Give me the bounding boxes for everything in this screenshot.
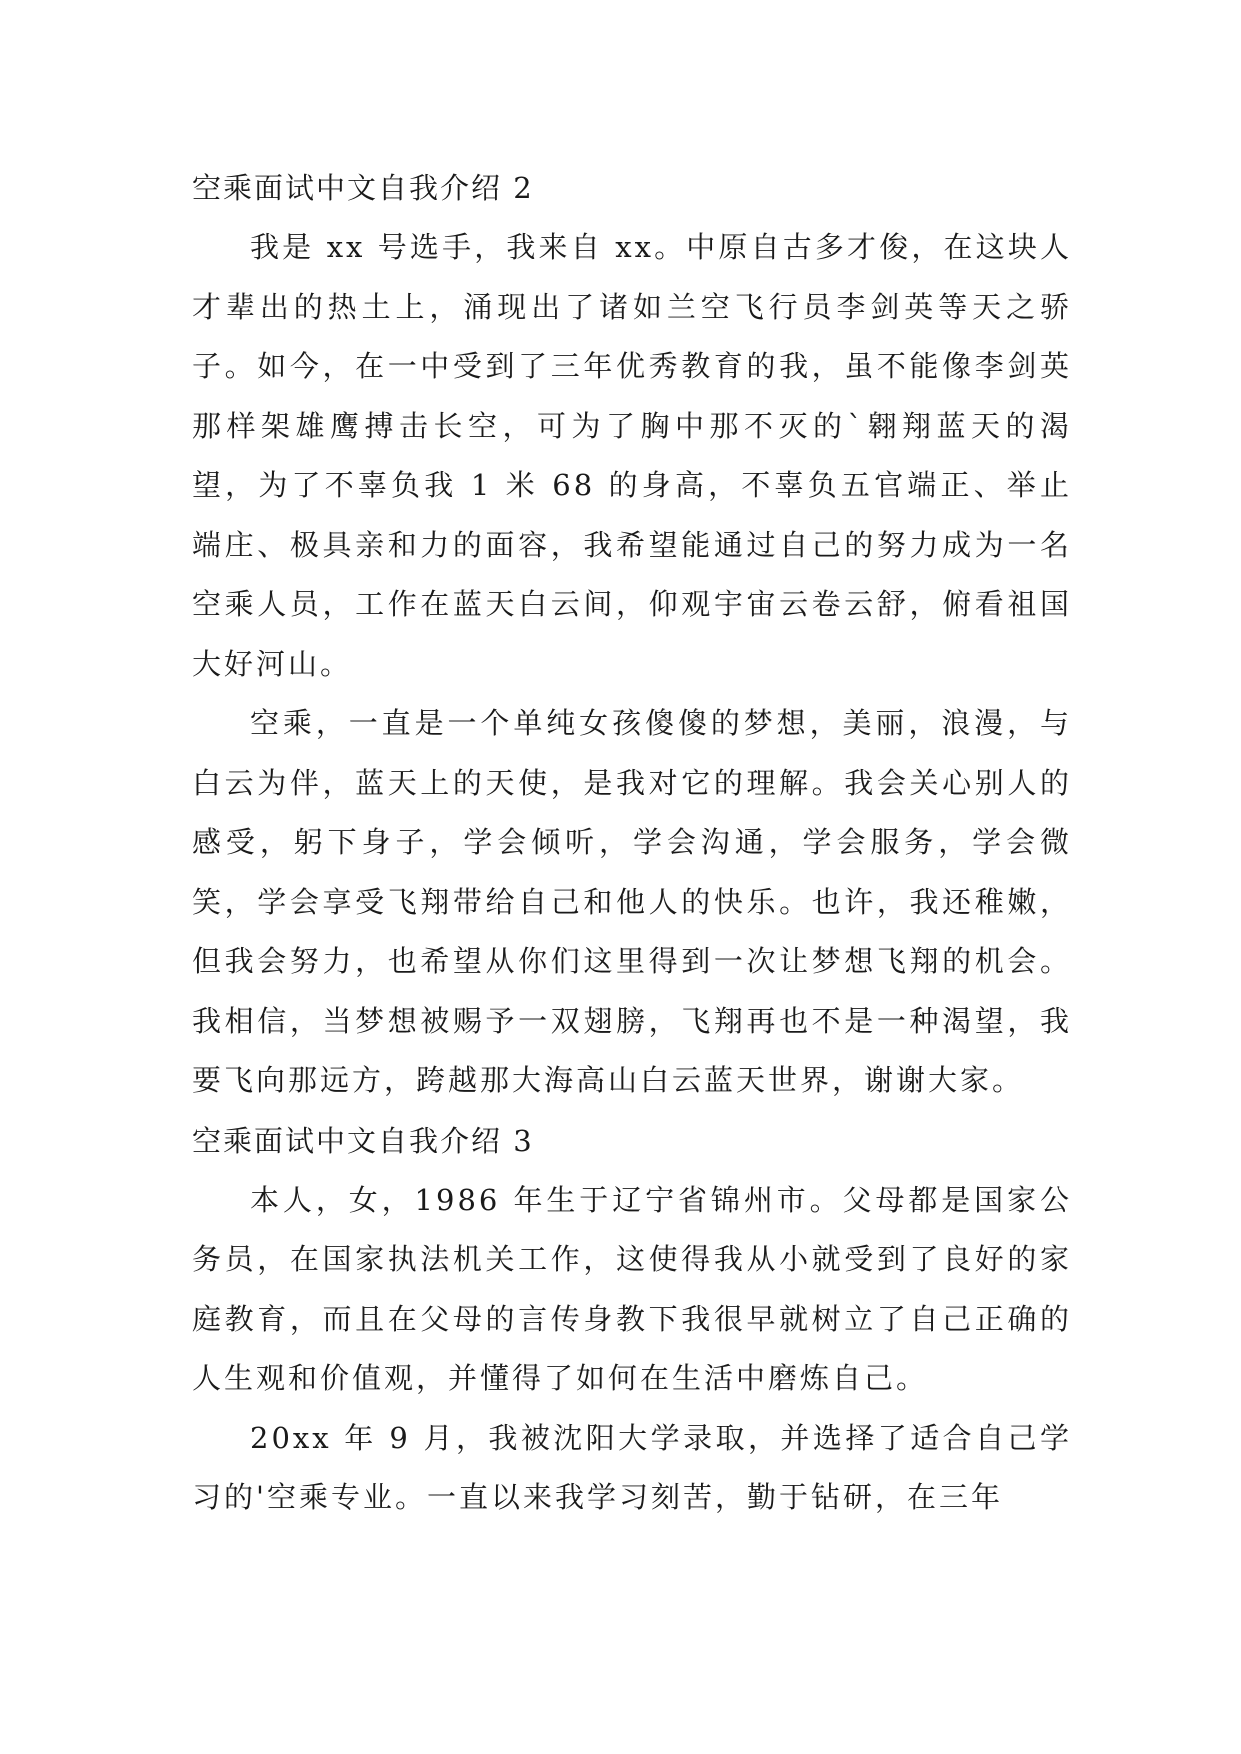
- paragraph: 空乘，一直是一个单纯女孩傻傻的梦想，美丽，浪漫，与白云为伴，蓝天上的天使，是我对它的理解。我会关心别人的感受，躬下身子，学会倾听，学会沟通，学会服务，学会微笑，学会享受飞翔带给自己和他人的快乐。也许，我还稚嫩，但我会努力，也希望从你们这里得到一次让梦想飞翔的机会。我相信，当梦想被赐予一双翅膀，飞翔再也不是一种渴望，我要飞向那远方，跨越那大海高山白云蓝天世界，谢谢大家。: [192, 706, 1072, 1097]
- section-heading: 空乘面试中文自我介绍 3: [192, 1123, 534, 1158]
- paragraph: 我是 xx 号选手，我来自 xx。中原自古多才俊，在这块人才辈出的热土上，涌现出了诸如兰空飞行员李剑英等天之骄子。如今，在一中受到了三年优秀教育的我，虽不能像李剑英那样架雄鹰搏击长空，可为了胸中那不灭的`翱翔蓝天的渴望，为了不辜负我 1 米 68 的身高，不辜负五官端正、举止端庄、极具亲和力的面容，我希望能通过自己的努力成为一名空乘人员，工作在蓝天白云间，仰观宇宙云卷云舒，俯看祖国大好河山。: [192, 230, 1072, 681]
- paragraph: 20xx 年 9 月，我被沈阳大学录取，并选择了适合自己学习的'空乘专业。一直以来我学习刻苦，勤于钻研，在三年: [192, 1420, 1072, 1514]
- section-intro-3: [192, 1111, 1072, 1528]
- document-body: [192, 158, 1072, 1528]
- paragraph: 本人，女，1986 年生于辽宁省锦州市。父母都是国家公务员，在国家执法机关工作，这使得我从小就受到了良好的家庭教育，而且在父母的言传身教下我很早就树立了自己正确的人生观和价值观，并懂得了如何在生活中磨炼自己。: [192, 1182, 1072, 1395]
- section-intro-2: [192, 158, 1072, 1111]
- section-heading: 空乘面试中文自我介绍 2: [192, 171, 534, 205]
